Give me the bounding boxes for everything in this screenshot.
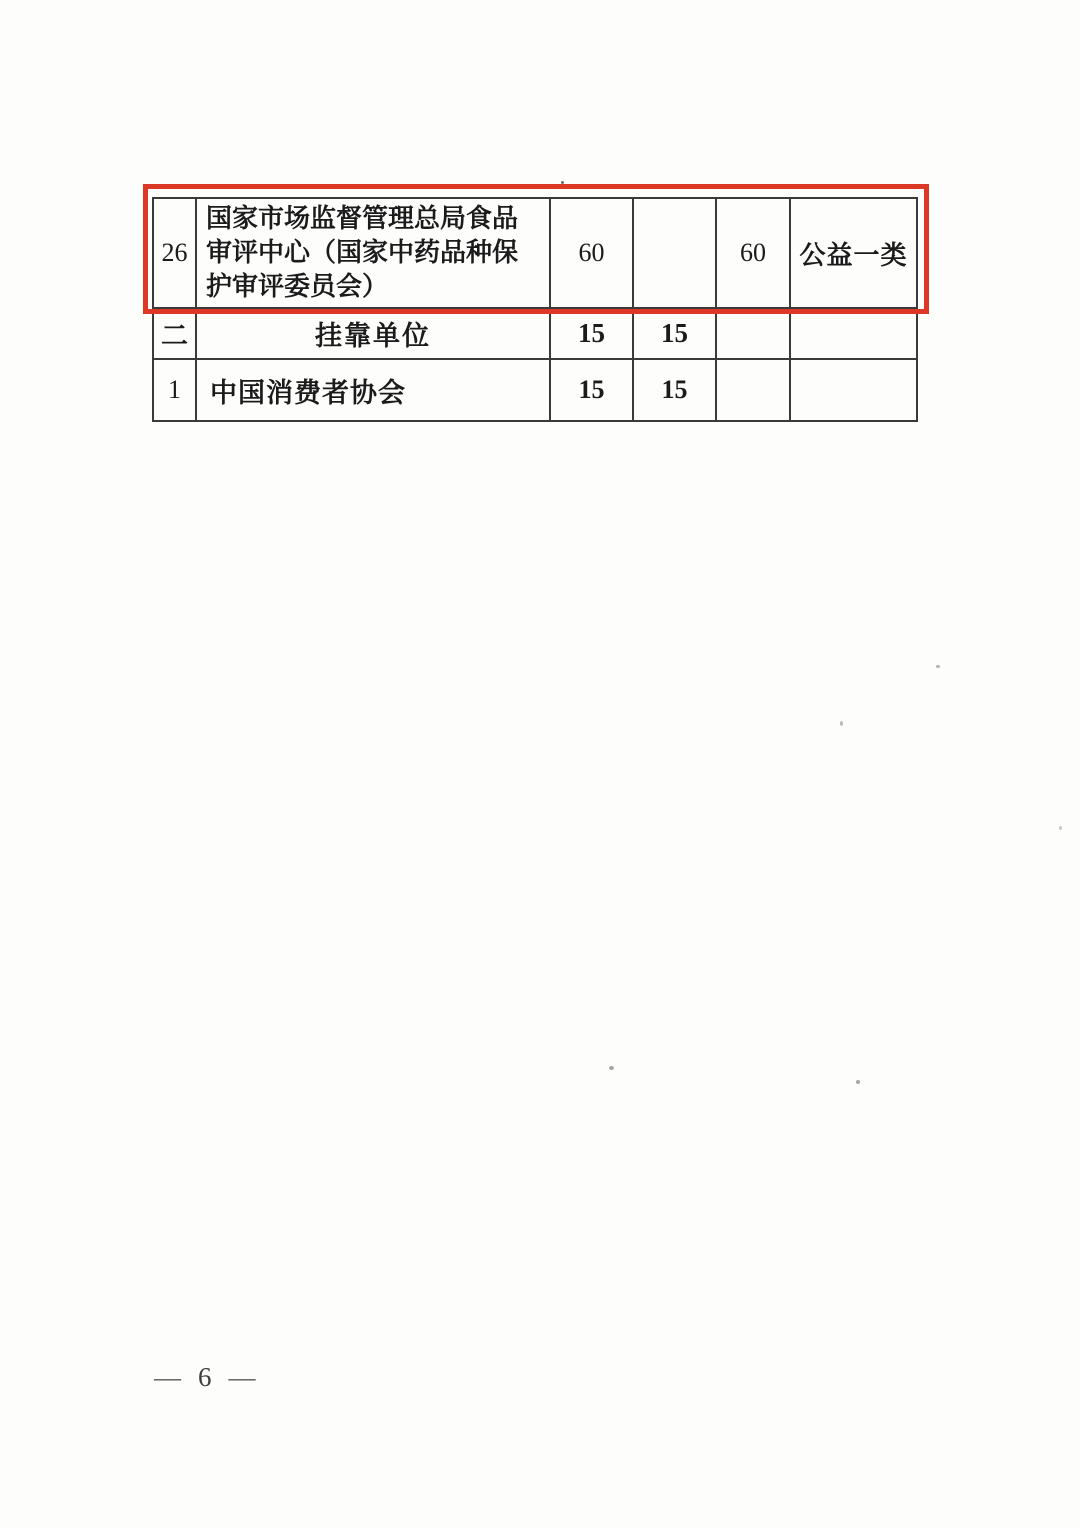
value-cell-1: 60 xyxy=(550,198,633,308)
budget-allocation-table xyxy=(152,197,918,422)
table-row-1 xyxy=(153,359,917,421)
scan-speck xyxy=(840,721,843,726)
row-number-cell: 26 xyxy=(153,198,196,308)
value-cell-2: 15 xyxy=(633,308,716,359)
value-cell-1: 15 xyxy=(550,359,633,421)
page-number-left-dash: — xyxy=(154,1362,182,1392)
category-cell xyxy=(790,308,917,359)
org-name-cell: 国家市场监督管理总局食品审评中心（国家中药品种保护审评委员会） xyxy=(196,198,550,308)
value-cell-2: 15 xyxy=(633,359,716,421)
table-row-section-2 xyxy=(153,308,917,359)
org-name-cell: 中国消费者协会 xyxy=(196,359,550,421)
category-cell xyxy=(790,359,917,421)
value-cell-3: 60 xyxy=(716,198,790,308)
value-cell-3 xyxy=(716,308,790,359)
scan-speck xyxy=(561,181,564,184)
value-cell-2 xyxy=(633,198,716,308)
page-number-value: 6 xyxy=(198,1362,213,1392)
scan-speck xyxy=(609,1066,614,1070)
scan-speck xyxy=(1059,826,1062,830)
row-number-cell: 1 xyxy=(153,359,196,421)
scan-speck xyxy=(856,1080,860,1084)
category-cell: 公益一类 xyxy=(790,198,917,308)
value-cell-1: 15 xyxy=(550,308,633,359)
page-number-right-dash: — xyxy=(228,1362,257,1392)
value-cell-3 xyxy=(716,359,790,421)
row-number-cell: 二 xyxy=(153,308,196,359)
scan-speck xyxy=(936,665,940,668)
table-row-26 xyxy=(153,198,917,308)
section-title-cell: 挂靠单位 xyxy=(196,308,550,359)
page-number xyxy=(154,1362,257,1393)
